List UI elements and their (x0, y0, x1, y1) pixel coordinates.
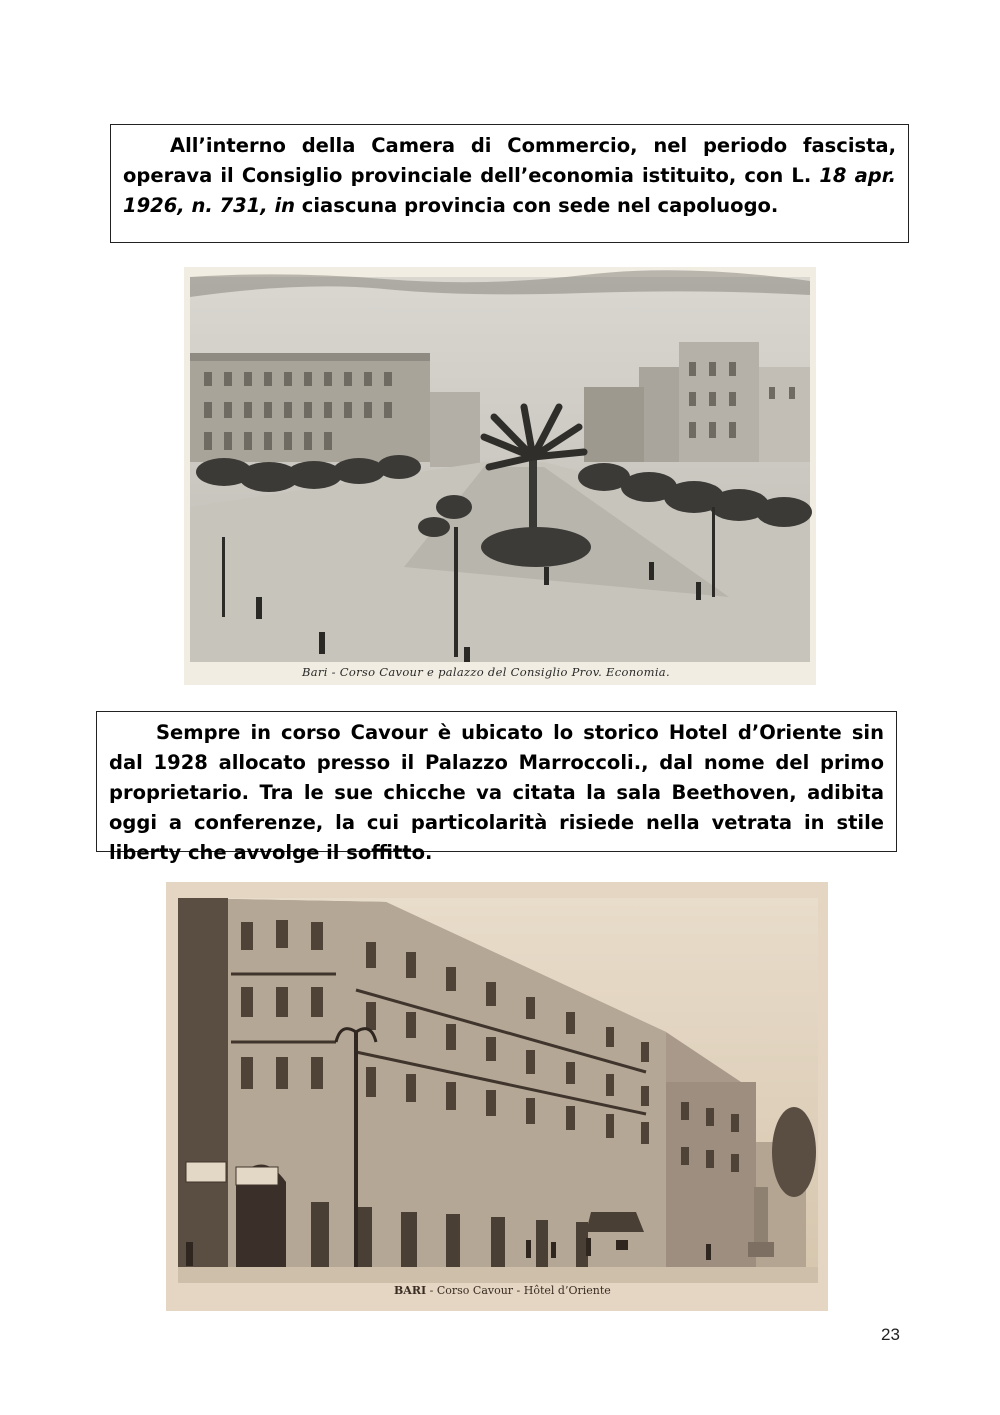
text-box-hotel-oriente (96, 711, 897, 864)
text-box-camera-commercio (110, 124, 909, 243)
caption-city: BARI (394, 1284, 427, 1297)
caption-rest: - Corso Cavour - Hôtel d’Oriente (426, 1284, 611, 1297)
paragraph-text: Sempre in corso Cavour è ubicato lo storico Hotel d’Oriente sin dal 1928 allocato presso il Palazzo Marroccoli., dal nome del primo proprietario. Tra le sue chicche va citata la sala Beethoven, adibita oggi a conferenze, la cui particolarità risiede nella vetrata in stile liberty che avvolge il soffitto. (109, 721, 884, 864)
paragraph-text-part1: All’interno della Camera di Commercio, nel periodo fascista, operava il Consiglio provinciale dell’economia istituito, con L. (123, 134, 896, 187)
postcard-image-1 (184, 267, 816, 685)
postcard-image-2 (166, 882, 828, 1311)
postcard-photo-hotel-oriente (166, 882, 828, 1311)
postcard-photo-corso-cavour-palazzo (184, 267, 816, 685)
postcard-caption-1: Bari - Corso Cavour e palazzo del Consiglio Prov. Economia. (302, 665, 670, 679)
paragraph-text-part2: ciascuna provincia con sede nel capoluogo. (295, 194, 779, 217)
paragraph-law-reference: 18 apr. 1926, n. 731, in (123, 164, 896, 217)
page-number: 23 (881, 1325, 900, 1344)
postcard-caption-2 (394, 1284, 611, 1297)
